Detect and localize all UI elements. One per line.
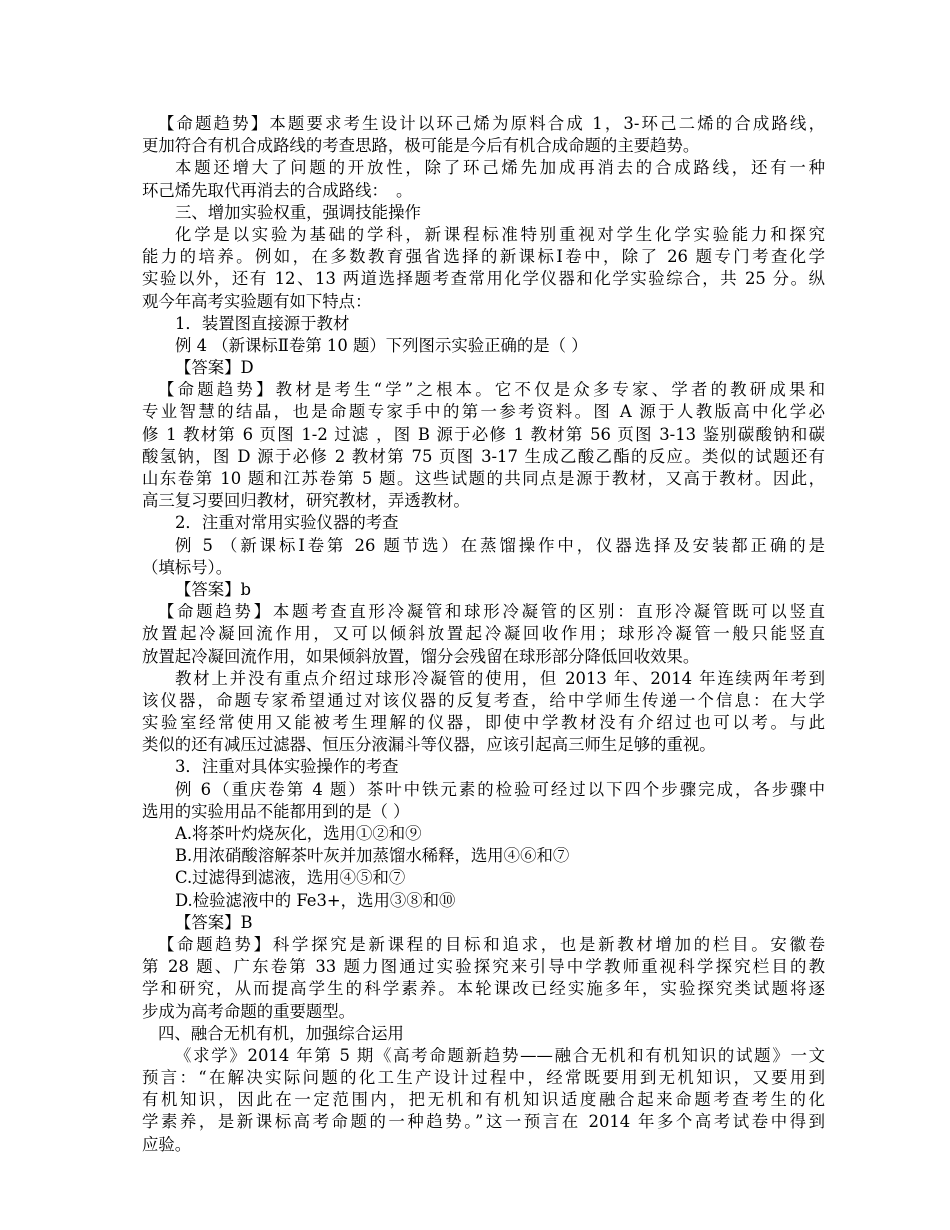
- text-line: 山东卷第 10 题和江苏卷第 5 题。这些试题的共同点是源于教材，又高于教材。因此，: [142, 469, 825, 488]
- text-line: 例 6（重庆卷第 4 题）茶叶中铁元素的检验可经过以下四个步骤完成，各步骤中: [175, 779, 825, 799]
- text-line: D.检验滤液中的 Fe3+，选用③⑧和⑩: [175, 890, 456, 910]
- text-line: A.将茶叶灼烧灰化，选用①②和⑨: [175, 824, 422, 843]
- text-line: 学素养，是新课标高考命题的一种趋势。”这一预言在 2014 年多个高考试卷中得到: [142, 1112, 825, 1132]
- text-line: 酸氢钠，图 D 源于必修 2 教材第 75 页图 3-17 生成乙酸乙酯的反应。类似的试题还有: [142, 446, 825, 466]
- text-line: 专业智慧的结晶，也是命题专家手中的第一参考资料。图 A 源于人教版高中化学必: [142, 402, 825, 422]
- text-line: 《求学》2014 年第 5 期《高考命题新趋势——融合无机和有机知识的试题》一文: [175, 1045, 825, 1065]
- text-line: 高三复习要回归教材，研究教材，弄透教材。: [142, 491, 470, 511]
- text-line: 学和研究，从而提高学生的科学素养。本轮课改已经实施多年，实验探究类试题将逐: [142, 979, 825, 999]
- text-line: 3．注重对具体实验操作的考查: [175, 757, 399, 777]
- text-line: B.用浓硝酸溶解茶叶灰并加蒸馏水稀释，选用④⑥和⑦: [175, 846, 570, 866]
- text-line: 能力的培养。例如，在多数教育强省选择的新课标Ⅰ卷中，除了 26 题专门考查化学: [142, 247, 825, 267]
- text-line: 【命题趋势】科学探究是新课程的目标和追求，也是新教材增加的栏目。安徽卷: [158, 934, 825, 954]
- text-line: 选用的实验用品不能都用到的是（ ）: [142, 801, 410, 821]
- text-line: 1．装置图直接源于教材: [175, 313, 350, 333]
- text-line: 该仪器，命题专家希望通过对该仪器的反复考查，给中学师生传递一个信息：在大学: [142, 690, 825, 710]
- text-line: 例 5 （新课标Ⅰ卷第 26 题节选）在蒸馏操作中，仪器选择及安装都正确的是: [175, 535, 825, 555]
- text-line: 类似的还有减压过滤器、恒压分液漏斗等仪器，应该引起高三师生足够的重视。: [142, 735, 716, 755]
- text-line: 更加符合有机合成路线的考查思路，极可能是今后有机合成命题的主要趋势。: [142, 136, 700, 156]
- text-line: 教材上并没有重点介绍过球形冷凝管的使用，但 2013 年、2014 年连续两年考到: [175, 668, 825, 688]
- text-line: 预言：“在解决实际问题的化工生产设计过程中，经常既要用到无机知识，又要用到: [142, 1068, 825, 1088]
- text-line: 例 4 （新课标Ⅱ卷第 10 题）下列图示实验正确的是（ ）: [175, 335, 588, 355]
- text-line: 【答案】D: [175, 358, 254, 378]
- text-line: 【答案】B: [175, 912, 253, 932]
- text-line: C.过滤得到滤液，选用④⑤和⑦: [175, 868, 406, 888]
- text-line: 实验以外，还有 12、13 两道选择题考查常用化学仪器和化学实验综合，共 25 分。纵: [142, 269, 825, 289]
- text-line: 放置起冷凝回流作用，又可以倾斜放置起冷凝回收作用；球形冷凝管一般只能竖直: [142, 624, 825, 644]
- text-line: 化学是以实验为基础的学科，新课程标准特别重视对学生化学实验能力和探究: [175, 224, 825, 244]
- text-line: 实验室经常使用又能被考生理解的仪器，即使中学教材没有介绍过也可以考。与此: [142, 713, 825, 733]
- text-line: 2．注重对常用实验仪器的考查: [175, 513, 399, 533]
- text-line: 第 28 题、广东卷第 33 题力图通过实验探究来引导中学教师重视科学探究栏目的教: [142, 957, 825, 977]
- document-body: [142, 113, 825, 1156]
- text-line: 【命题趋势】本题考查直形冷凝管和球形冷凝管的区别：直形冷凝管既可以竖直: [158, 602, 825, 622]
- text-line: 有机知识，因此在一定范围内，把无机和有机知识适度融合起来命题考查考生的化: [142, 1090, 825, 1110]
- text-line: （填标号）。: [142, 557, 233, 577]
- text-line: 三、增加实验权重，强调技能操作: [175, 202, 421, 222]
- text-line: 本题还增大了问题的开放性，除了环己烯先加成再消去的合成路线，还有一种: [175, 158, 825, 178]
- text-line: 修 1 教材第 6 页图 1-2 过滤 ，图 B 源于必修 1 教材第 56 页图 3-13 鉴别碳酸钠和碳: [142, 424, 825, 444]
- text-line: 【答案】b: [175, 579, 252, 599]
- text-line: 环己烯先取代再消去的合成路线： 。: [142, 180, 413, 200]
- text-line: 放置起冷凝回流作用，如果倾斜放置，馏分会残留在球形部分降低回收效果。: [142, 646, 700, 666]
- text-line: 步成为高考命题的重要题型。: [142, 1001, 356, 1021]
- text-line: 【命题趋势】本题要求考生设计以环己烯为原料合成 1，3-环己二烯的合成路线，: [158, 114, 825, 133]
- text-line: 【命题趋势】教材是考生“学”之根本。它不仅是众多专家、学者的教研成果和: [158, 380, 825, 400]
- text-line: 应验。: [142, 1134, 192, 1154]
- text-line: 观今年高考实验题有如下特点：: [142, 291, 372, 311]
- text-line: 四、融合无机有机，加强综合运用: [158, 1023, 404, 1043]
